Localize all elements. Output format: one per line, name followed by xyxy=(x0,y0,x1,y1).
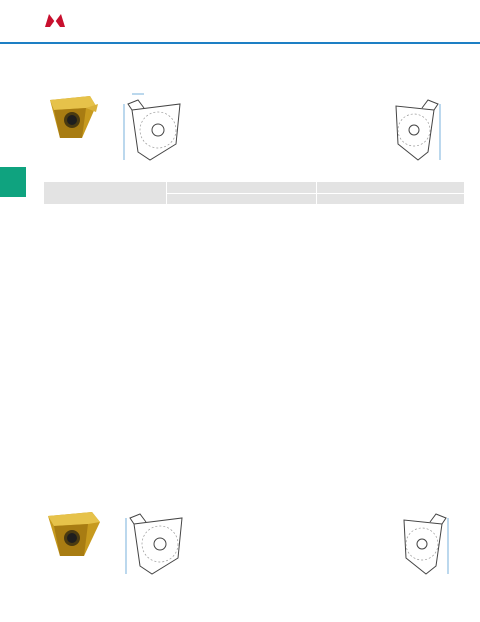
side-tab-marker xyxy=(0,167,26,197)
col-l xyxy=(138,182,166,204)
snap-ring-insert-photo xyxy=(46,506,102,560)
insert-diagram-right xyxy=(388,82,444,172)
carmex-logo-icon xyxy=(44,12,66,28)
snap-ring-diagram-left xyxy=(112,496,202,586)
grooving-insert-photo xyxy=(46,92,100,142)
brand-logo xyxy=(44,12,73,28)
col-t xyxy=(78,182,108,204)
insert-diagram-left xyxy=(110,82,200,172)
col-anvil-ir xyxy=(400,193,464,204)
col-er-inserts xyxy=(166,193,250,204)
col-ir-inserts xyxy=(316,193,400,204)
ordering-code-ir-header xyxy=(316,182,464,193)
col-w xyxy=(44,182,78,204)
page-header xyxy=(0,0,480,46)
header-rule xyxy=(0,42,480,44)
grooving-inserts-table xyxy=(44,182,464,205)
snap-ring-diagram-right xyxy=(396,496,452,586)
col-anvil-er xyxy=(250,193,316,204)
col-ic xyxy=(108,182,138,204)
ordering-code-er-header xyxy=(166,182,316,193)
